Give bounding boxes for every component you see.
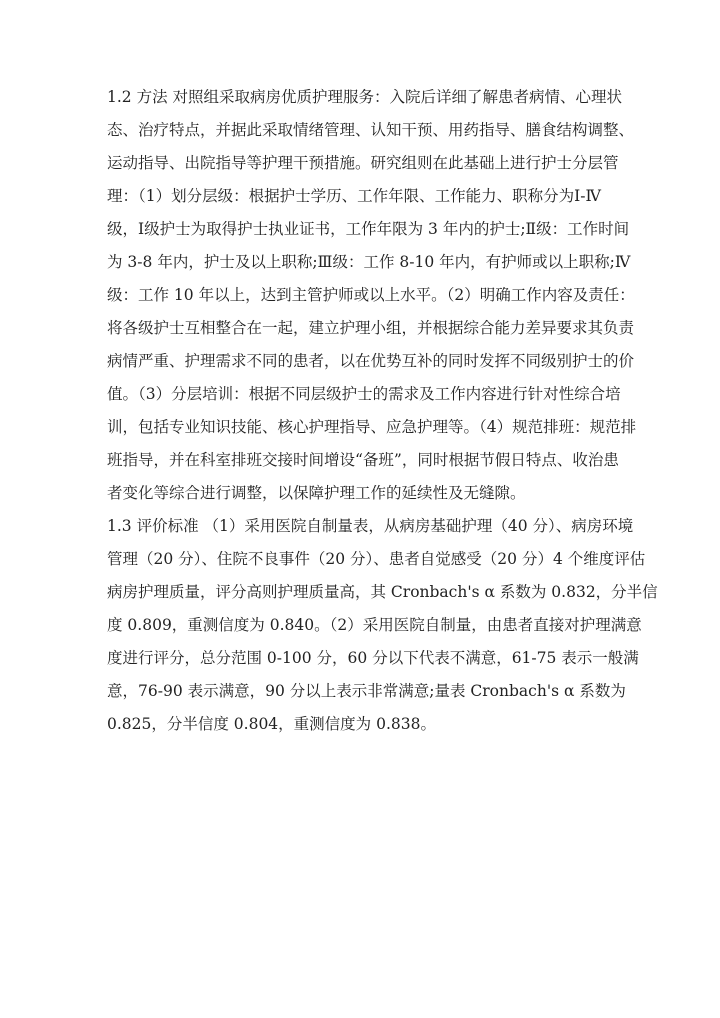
text-line: 班指导，并在科室排班交接时间增设“备班”，同时根据节假日特点、收治患 [107, 451, 619, 469]
text-line: 将各级护士互相整合在一起，建立护理小组，并根据综合能力差异要求其负责 [107, 319, 635, 337]
text-line: 度 0.809，重测信度为 0.840。（2）采用医院自制量，由患者直接对护理满意 [107, 616, 642, 634]
text-line: 0.825，分半信度 0.804，重测信度为 0.838。 [107, 715, 436, 733]
text-line: 病情严重、护理需求不同的患者，以在优势互补的同时发挥不同级别护士的价 [107, 352, 635, 370]
paragraph-evaluation-criteria [107, 515, 658, 746]
text-line: 值。（3）分层培训：根据不同层级护士的需求及工作内容进行针对性综合培 [107, 385, 621, 403]
text-line: 训，包括专业知识技能、核心护理指导、应急护理等。（4）规范排班：规范排 [107, 418, 637, 436]
text-line: 级，Ⅰ级护士为取得护士执业证书，工作年限为 3 年内的护士;Ⅱ级：工作时间 [107, 220, 630, 238]
text-line: 度进行评分，总分范围 0-100 分，60 分以下代表不满意，61-75 表示一般满 [107, 649, 639, 667]
text-line: 1.2 方法 对照组采取病房优质护理服务：入院后详细了解患者病情、心理状 [107, 88, 623, 106]
document-page [107, 86, 658, 746]
text-line: 态、治疗特点，并据此采取情绪管理、认知干预、用药指导、膳食结构调整、 [107, 121, 635, 139]
text-line: 1.3 评价标准 （1）采用医院自制量表，从病房基础护理（40 分）、病房环境 [107, 517, 634, 535]
text-line: 病房护理质量，评分高则护理质量高，其 Cronbach's α 系数为 0.832，分半信 [107, 583, 658, 601]
text-line: 理：（1）划分层级：根据护士学历、工作年限、工作能力、职称分为Ⅰ-Ⅳ [107, 187, 601, 205]
text-line: 者变化等综合进行调整，以保障护理工作的延续性及无缝隙。 [107, 484, 526, 502]
text-line: 级：工作 10 年以上，达到主管护师或以上水平。（2）明确工作内容及责任： [107, 286, 635, 304]
text-line: 管理（20 分）、住院不良事件（20 分）、患者自觉感受（20 分）4 个维度评估 [107, 550, 646, 568]
text-line: 为 3-8 年内，护士及以上职称;Ⅲ级：工作 8-10 年内，有护师或以上职称;Ⅳ [107, 253, 631, 271]
paragraph-methods [107, 86, 637, 515]
text-line: 意，76-90 表示满意，90 分以上表示非常满意;量表 Cronbach's α 系数为 [107, 682, 626, 700]
text-line: 运动指导、出院指导等护理干预措施。研究组则在此基础上进行护士分层管 [107, 154, 619, 172]
